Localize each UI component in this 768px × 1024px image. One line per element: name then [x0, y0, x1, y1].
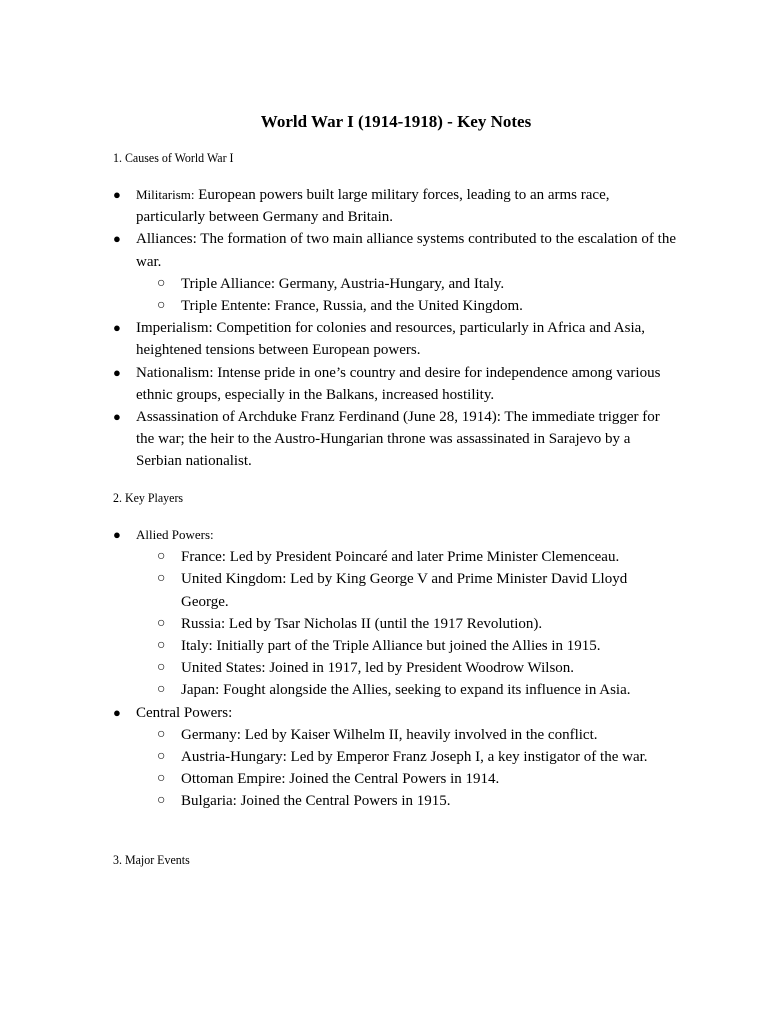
sub-bullet-icon: ○: [157, 660, 166, 676]
section-heading-key-players: 2. Key Players: [113, 490, 184, 505]
item-text: Alliances: The formation of two main alliance systems contributed to the escalation of the war.: [136, 231, 676, 270]
list-item-imperialism: [0, 317, 768, 361]
item-text: United States: Joined in 1917, led by President Woodrow Wilson.: [181, 660, 575, 677]
section-heading-major-events: 3. Major Events: [113, 852, 190, 867]
item-text: Austria-Hungary: Led by Emperor Franz Joseph I, a key instigator of the war.: [181, 749, 648, 766]
item-text: Central Powers:: [136, 704, 233, 721]
sub-bullet-icon: ○: [157, 571, 166, 587]
item-text: Bulgaria: Joined the Central Powers in 1915.: [181, 793, 451, 810]
list-subitem-ottoman-empire: [0, 768, 768, 790]
sub-bullet-icon: ○: [157, 298, 166, 314]
item-text: Ottoman Empire: Joined the Central Powers in 1914.: [181, 771, 500, 788]
item-text: France: Led by President Poincaré and later Prime Minister Clemenceau.: [181, 549, 620, 566]
item-lead: Militarism:: [136, 187, 195, 202]
list-subitem-united-states: [0, 657, 768, 679]
item-text: Triple Alliance: Germany, Austria-Hungary, and Italy.: [181, 275, 505, 292]
list-subitem-bulgaria: [0, 790, 768, 812]
document-title: World War I (1914-1918) - Key Notes: [260, 112, 532, 131]
list-subitem-triple-alliance: [0, 273, 768, 295]
item-text: Japan: Fought alongside the Allies, seeking to expand its influence in Asia.: [181, 682, 631, 699]
players-list: [0, 524, 768, 813]
item-text: Imperialism: Competition for colonies and resources, particularly in Africa and Asia, heightened tensions between European powers.: [136, 320, 646, 359]
causes-list: [0, 184, 768, 473]
bullet-icon: ●: [113, 231, 121, 247]
item-text: Assassination of Archduke Franz Ferdinand (June 28, 1914): The immediate trigger for the war; the heir to the Austro-Hungarian throne was assassinated in Sarajevo by a Serbian nationalist.: [136, 409, 660, 470]
item-text: Russia: Led by Tsar Nicholas II (until the 1917 Revolution).: [181, 615, 543, 632]
list-subitem-austria-hungary: [0, 746, 768, 768]
list-item-nationalism: [0, 362, 768, 406]
list-subitem-japan: [0, 679, 768, 701]
sub-bullet-icon: ○: [157, 549, 166, 565]
list-subitem-triple-entente: [0, 295, 768, 317]
item-text: United Kingdom: Led by King George V and Prime Minister David Lloyd George.: [181, 571, 628, 610]
bullet-icon: ●: [113, 187, 121, 202]
sub-bullet-icon: ○: [157, 275, 166, 291]
list-subitem-italy: [0, 635, 768, 657]
sub-bullet-icon: ○: [157, 749, 166, 765]
list-item-assassination: [0, 406, 768, 473]
bullet-icon: ●: [113, 320, 121, 336]
bullet-icon: ●: [113, 364, 121, 380]
item-text: European powers built large military forces, leading to an arms race, particularly between Germany and Britain.: [136, 187, 610, 226]
item-text: Italy: Initially part of the Triple Alliance but joined the Allies in 1915.: [181, 638, 601, 655]
sub-bullet-icon: ○: [157, 638, 166, 654]
item-text: Triple Entente: France, Russia, and the United Kingdom.: [181, 298, 523, 315]
bullet-icon: ●: [113, 527, 121, 542]
sub-bullet-icon: ○: [157, 615, 166, 631]
list-item-alliances: [0, 228, 768, 272]
list-item-allied-powers: [0, 524, 768, 546]
item-text: Allied Powers:: [136, 527, 214, 542]
sub-bullet-icon: ○: [157, 793, 166, 809]
list-item-militarism: [0, 184, 768, 228]
item-text: Nationalism: Intense pride in one’s country and desire for independence among various ethnic groups, especially in the Balkans, increased hostility.: [136, 364, 661, 403]
list-subitem-france: [0, 546, 768, 568]
item-text: Germany: Led by Kaiser Wilhelm II, heavily involved in the conflict.: [181, 726, 598, 743]
bullet-icon: ●: [113, 409, 121, 425]
list-subitem-russia: [0, 613, 768, 635]
sub-bullet-icon: ○: [157, 726, 166, 742]
sub-bullet-icon: ○: [157, 682, 166, 698]
list-subitem-united-kingdom: [0, 568, 768, 612]
section-heading-causes: 1. Causes of World War I: [113, 150, 234, 165]
list-item-central-powers: [0, 702, 768, 724]
list-subitem-germany: [0, 724, 768, 746]
sub-bullet-icon: ○: [157, 771, 166, 787]
bullet-icon: ●: [113, 704, 121, 720]
